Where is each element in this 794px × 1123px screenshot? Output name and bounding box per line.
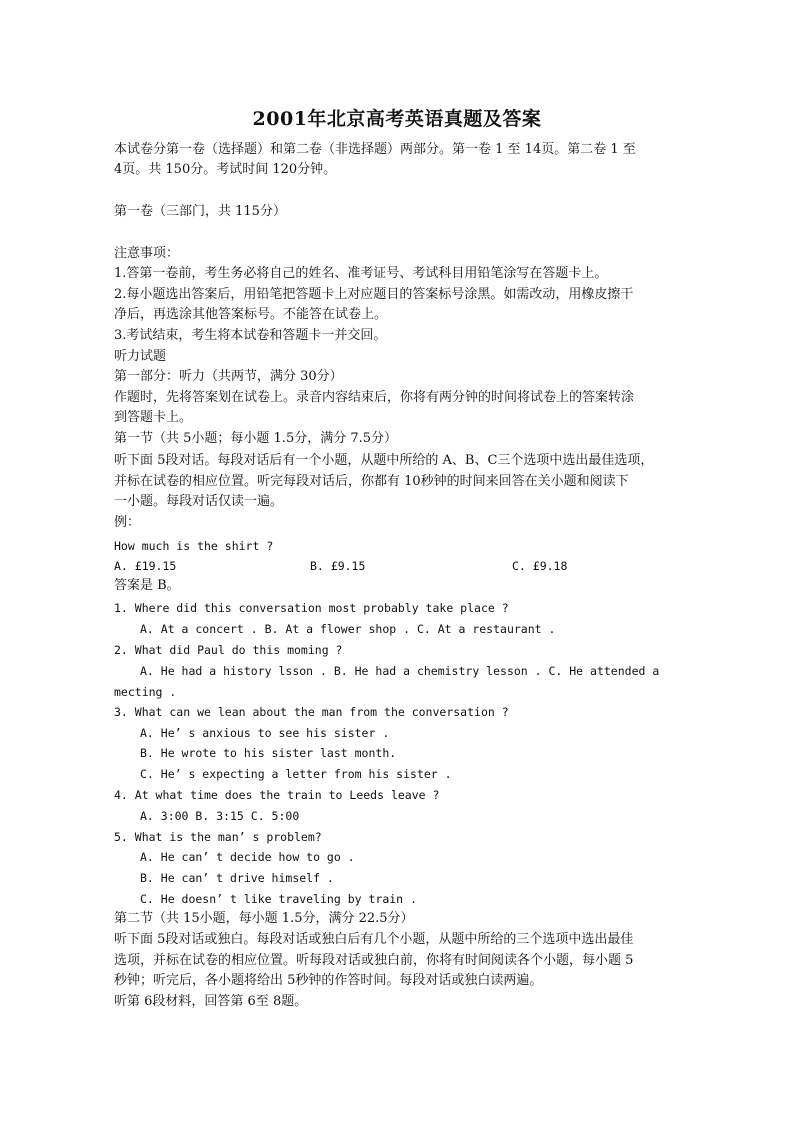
question-4-options: A. 3:00 B. 3:15 C. 5:00 [140, 809, 300, 823]
example-label: 例： [114, 515, 141, 530]
question-3-option-a: A. He’ s anxious to see his sister . [140, 726, 390, 740]
material-6-heading: 听第 6段材料，回答第 6至 8题。 [114, 994, 308, 1009]
example-option-c: C. £9.18 [512, 559, 568, 573]
notice-item: 1.答第一卷前，考生务必将自己的姓名、准考证号、考试科目用铅笔涂写在答题卡上。 [114, 266, 608, 281]
question-1-options: A. At a concert . B. At a flower shop . C. At a restaurant . [140, 622, 556, 636]
question-5-option-b: B. He can’ t drive himself . [140, 871, 334, 885]
question-1: 1. Where did this conversation most probably take place ? [114, 601, 509, 615]
section1-heading: 第一节（共 5小题；每小题 1.5分，满分 7.5分） [114, 431, 398, 446]
question-3: 3. What can we lean about the man from the conversation ? [114, 705, 509, 719]
question-3-option-b: B. He wrote to his sister last month. [140, 746, 397, 760]
example-option-a: A. £19.15 [114, 559, 177, 573]
part1-instructions: 到答题卡上。 [114, 410, 193, 425]
section2-instructions: 选项，并标在试卷的相应位置。听每段对话或独白前，你将有时间阅读各个小题，每小题 5 [114, 953, 634, 968]
question-4: 4. At what time does the train to Leeds leave ? [114, 788, 440, 802]
section2-instructions: 听下面 5段对话或独白。每段对话或独白后有几个小题，从题中所给的三个选项中选出最佳 [114, 932, 634, 947]
intro-line: 4页。共 150分。考试时间 120分钟。 [114, 162, 337, 177]
notice-heading: 注意事项： [114, 246, 180, 261]
notice-item: 净后，再选涂其他答案标号。不能答在试卷上。 [114, 307, 388, 322]
notice-item: 3.考试结束，考生将本试卷和答题卡一并交回。 [114, 328, 387, 343]
part1-instructions: 作题时，先将答案划在试卷上。录音内容结束后，你将有两分钟的时间将试卷上的答案转涂 [114, 390, 635, 405]
page-title: 2001年北京高考英语真题及答案 [252, 108, 542, 130]
question-3-option-c: C. He’ s expecting a letter from his sister . [140, 767, 452, 781]
part1-heading: 第一部分：听力（共两节，满分 30分） [114, 369, 343, 384]
section1-instructions: 一小题。每段对话仅读一遍。 [114, 494, 284, 509]
section1-instructions: 听下面 5段对话。每段对话后有一个小题，从题中所给的 A、B、C三个选项中选出最佳选项， [114, 453, 654, 468]
section1-instructions: 并标在试卷的相应位置。听完每段对话后，你都有 10秒钟的时间来回答在关小题和阅读下 [114, 474, 629, 489]
question-5: 5. What is the man’ s problem? [114, 830, 322, 844]
listening-title: 听力试题 [114, 349, 167, 364]
section2-instructions: 秒钟；听完后，各小题将给出 5秒钟的作答时间。每段对话或独白读两遍。 [114, 973, 543, 988]
intro-line: 本试卷分第一卷（选择题）和第二卷（非选择题）两部分。第一卷 1 至 14页。第二卷 1 至 [114, 142, 636, 157]
question-5-option-a: A. He can’ t decide how to go . [140, 850, 355, 864]
example-answer: 答案是 B。 [114, 578, 180, 593]
notice-item: 2.每小题选出答案后，用铅笔把答题卡上对应题目的答案标号涂黑。如需改动，用橡皮擦干 [114, 287, 634, 302]
question-2: 2. What did Paul do this moming ? [114, 643, 343, 657]
example-question: How much is the shirt ? [114, 539, 274, 553]
volume-heading: 第一卷（三部门，共 115分） [114, 204, 286, 219]
example-option-b: B. £9.15 [310, 559, 366, 573]
question-2-options-cont: mecting . [114, 685, 177, 699]
section2-heading: 第二节（共 15小题，每小题 1.5分，满分 22.5分） [114, 911, 414, 926]
question-5-option-c: C. He doesn’ t like traveling by train . [140, 892, 417, 906]
question-2-options: A. He had a history lsson . B. He had a chemistry lesson . C. He attended a [140, 664, 660, 678]
